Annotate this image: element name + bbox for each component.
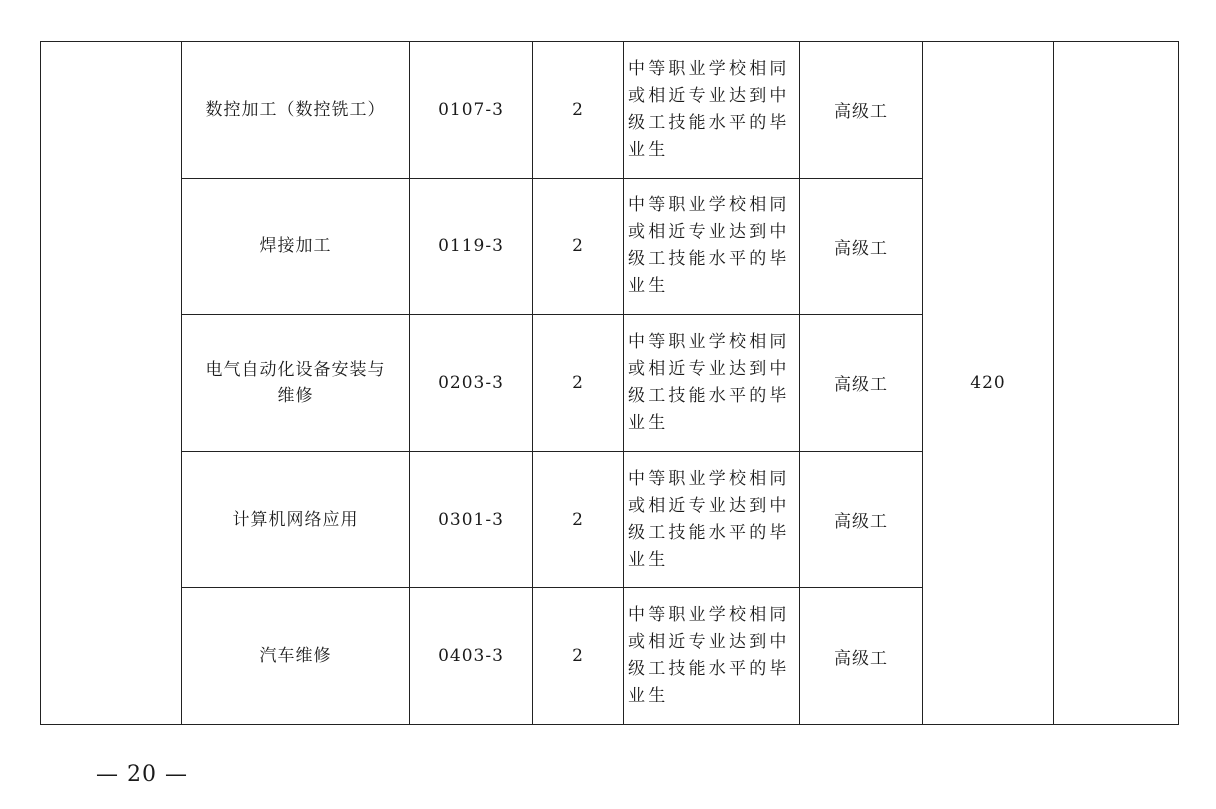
major-name-cell: 计算机网络应用	[182, 451, 410, 588]
major-code-cell: 0203-3	[410, 315, 533, 452]
enrollment-table	[40, 41, 1179, 725]
merged-last-column-cell	[1054, 42, 1179, 725]
major-name-cell: 数控加工（数控铣工）	[182, 42, 410, 179]
training-level-cell: 高级工	[800, 451, 923, 588]
duration-cell: 2	[533, 315, 624, 452]
major-code-cell: 0119-3	[410, 178, 533, 315]
training-level-cell: 高级工	[800, 315, 923, 452]
duration-cell: 2	[533, 42, 624, 179]
duration-cell: 2	[533, 588, 624, 725]
major-name-cell: 电气自动化设备安装与维修	[182, 315, 410, 452]
enrollment-requirement-cell: 中等职业学校相同或相近专业达到中级工技能水平的毕业生	[624, 178, 800, 315]
duration-cell: 2	[533, 178, 624, 315]
duration-cell: 2	[533, 451, 624, 588]
training-level-cell: 高级工	[800, 42, 923, 179]
enrollment-requirement-cell: 中等职业学校相同或相近专业达到中级工技能水平的毕业生	[624, 42, 800, 179]
enrollment-requirement-cell: 中等职业学校相同或相近专业达到中级工技能水平的毕业生	[624, 315, 800, 452]
training-level-cell: 高级工	[800, 178, 923, 315]
table-row	[41, 42, 1179, 179]
major-code-cell: 0107-3	[410, 42, 533, 179]
major-code-cell: 0403-3	[410, 588, 533, 725]
merged-first-column-cell	[41, 42, 182, 725]
major-name-cell: 焊接加工	[182, 178, 410, 315]
major-code-cell: 0301-3	[410, 451, 533, 588]
enrollment-requirement-cell: 中等职业学校相同或相近专业达到中级工技能水平的毕业生	[624, 451, 800, 588]
page-number: — 20 —	[96, 762, 188, 787]
enrollment-requirement-cell: 中等职业学校相同或相近专业达到中级工技能水平的毕业生	[624, 588, 800, 725]
major-name-cell: 汽车维修	[182, 588, 410, 725]
merged-count-cell: 420	[923, 42, 1054, 725]
training-level-cell: 高级工	[800, 588, 923, 725]
